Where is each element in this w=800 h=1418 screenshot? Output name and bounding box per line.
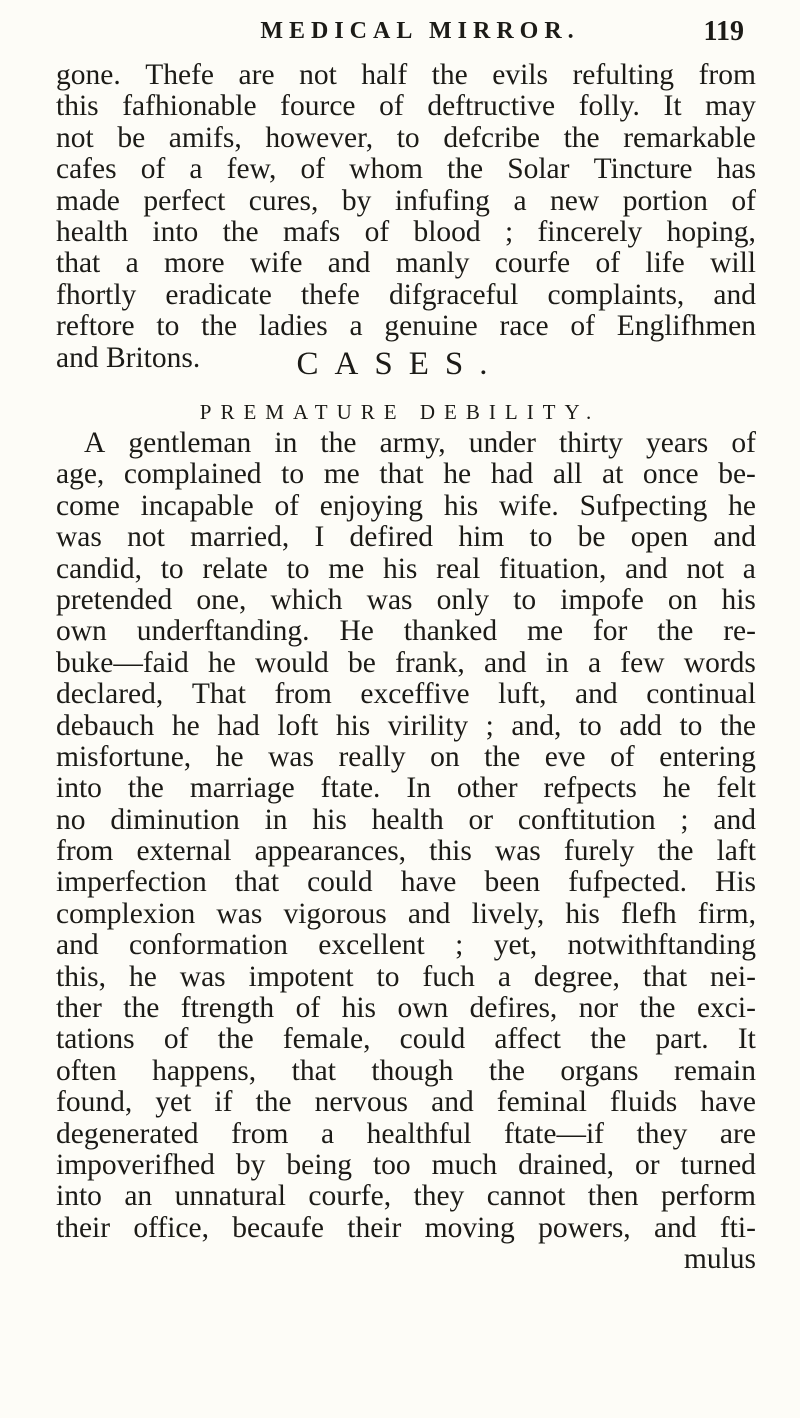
text-line: impoverifhed by being too much drained, or turned xyxy=(56,1148,756,1181)
text-line: their office, becaufe their moving powers, and fti- xyxy=(56,1211,756,1244)
text-line: no diminution in his health or conftitution ; and xyxy=(56,803,756,836)
text-line: often happens, that though the organs remain xyxy=(56,1054,756,1087)
text-line: ther the ftrength of his own defires, nor the exci- xyxy=(56,992,756,1025)
text-line: gone. Thefe are not half the evils refulting from xyxy=(56,59,756,91)
text-line: and Britons. xyxy=(56,341,201,374)
page-header xyxy=(0,10,800,50)
text-line: not be amifs, however, to defcribe the remarkable xyxy=(56,121,756,154)
text-line: this, he was impotent to fuch a degree, that nei- xyxy=(56,960,756,993)
running-head: MEDICAL MIRROR. xyxy=(260,18,580,44)
text-line: age, complained to me that he had all at once be- xyxy=(56,458,756,491)
text-line: found, yet if the nervous and feminal fluids have xyxy=(56,1086,756,1119)
text-line: come incapable of enjoying his wife. Sufpecting he xyxy=(56,489,756,522)
text-line: declared, That from exceffive luft, and continual xyxy=(56,678,756,711)
text-line: from external appearances, this was furely the laft xyxy=(56,835,756,868)
text-line: own underftanding. He thanked me for the re- xyxy=(56,615,756,648)
text-line: mulus xyxy=(683,1243,756,1276)
text-line: pretended one, which was only to impofe on his xyxy=(56,583,756,616)
text-line: was not married, I defired him to be open and xyxy=(56,521,756,554)
text-line: complexion was vigorous and lively, his flefh firm, xyxy=(56,897,756,930)
text-line: fhortly eradicate thefe difgraceful complaints, and xyxy=(56,278,756,311)
case-paragraph xyxy=(56,428,756,1276)
text-line: that a more wife and manly courfe of life will xyxy=(56,247,756,280)
text-line: tations of the female, could affect the part. It xyxy=(56,1023,756,1056)
section-subheading: PREMATURE DEBILITY. xyxy=(199,400,601,424)
text-line: cafes of a few, of whom the Solar Tincture has xyxy=(56,153,756,186)
text-line: into an unnatural courfe, they cannot then perform xyxy=(56,1180,756,1213)
text-line: debauch he had loft his virility ; and, to add to the xyxy=(56,709,756,742)
text-line: and conformation excellent ; yet, notwithftanding xyxy=(56,929,756,962)
text-line: buke—faid he would be frank, and in a few words xyxy=(56,646,756,679)
text-line: health into the mafs of blood ; fincerely hoping, xyxy=(56,215,756,248)
text-line: degenerated from a healthful ftate—if they are xyxy=(56,1117,756,1150)
text-line: imperfection that could have been fufpected. His xyxy=(56,866,756,899)
intro-paragraph xyxy=(56,60,756,374)
text-line: made perfect cures, by infufing a new portion of xyxy=(56,184,756,217)
page-number: 119 xyxy=(703,16,744,47)
cases-heading: CASES. xyxy=(296,346,504,382)
text-line: A gentleman in the army, under thirty years of xyxy=(84,427,756,459)
text-line: candid, to relate to me his real fituation, and not a xyxy=(56,552,756,585)
text-line: into the marriage ftate. In other refpects he felt xyxy=(56,772,756,805)
text-line: misfortune, he was really on the eve of entering xyxy=(56,740,756,773)
text-line: this fafhionable fource of deftructive folly. It may xyxy=(56,90,756,123)
text-line: reftore to the ladies a genuine race of Englifhmen xyxy=(56,310,756,343)
